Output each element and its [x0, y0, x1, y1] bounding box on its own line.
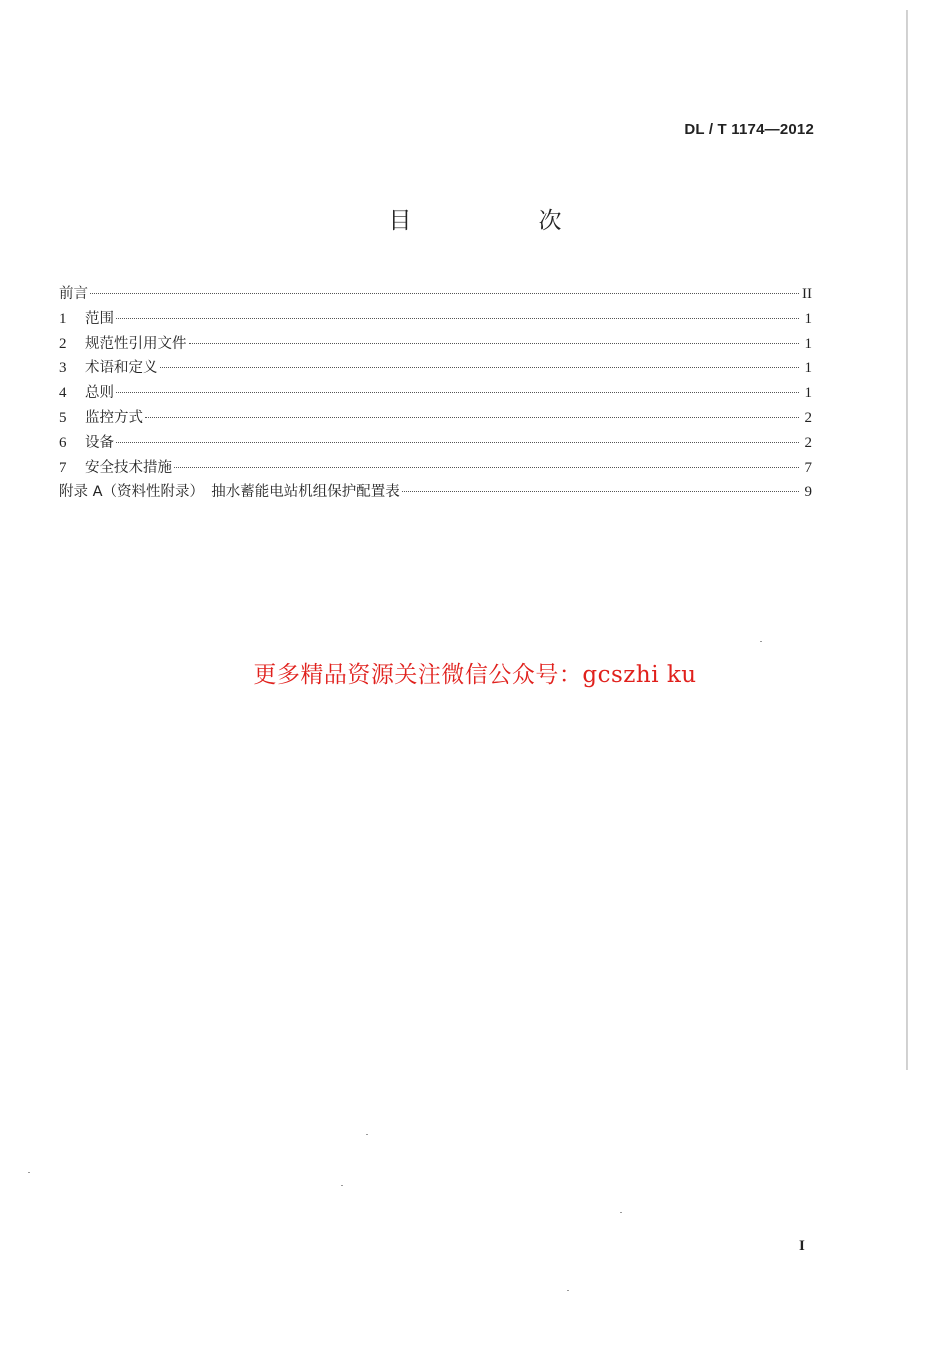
toc-entry-text: 设备 — [85, 434, 114, 451]
standard-code: DL / T 1174—2012 — [684, 121, 814, 138]
toc-title: 目 次 — [388, 208, 614, 234]
toc-entry-safety-measures[interactable] — [59, 456, 812, 481]
toc-entry-page: 1 — [804, 310, 812, 327]
toc-leader-dots — [174, 467, 799, 468]
toc-entry-scope[interactable] — [59, 307, 812, 332]
scan-edge-line — [906, 10, 908, 1070]
toc-entry-appendix-a[interactable] — [59, 480, 812, 505]
scan-speck — [341, 1185, 343, 1186]
toc-entry-page: 2 — [804, 409, 812, 426]
toc-entry-text: 规范性引用文件 — [85, 335, 187, 352]
toc-entry-text: 前言 — [59, 286, 88, 302]
toc-leader-dots — [402, 491, 799, 492]
toc-leader-dots — [160, 367, 800, 368]
toc-entry-page: 1 — [804, 335, 812, 352]
toc-entry-text: 总则 — [85, 385, 114, 402]
toc-entry-text: 术语和定义 — [85, 360, 158, 377]
toc-entry-page: 1 — [804, 385, 812, 402]
scan-speck — [620, 1212, 622, 1213]
toc-entry-text: 附录 A（资料性附录） 抽水蓄能电站机组保护配置表 — [59, 484, 400, 501]
toc-entry-text: 范围 — [85, 310, 114, 327]
scan-speck — [28, 1172, 30, 1173]
toc-entry-text: 安全技术措施 — [85, 459, 172, 476]
page-number: I — [799, 1238, 805, 1254]
toc-entry-number: 4 — [59, 385, 67, 402]
scan-speck — [567, 1290, 569, 1291]
toc-entry-equipment[interactable] — [59, 431, 812, 456]
table-of-contents — [59, 282, 812, 505]
toc-entry-normative-references[interactable] — [59, 332, 812, 357]
toc-entry-number: 2 — [59, 335, 67, 352]
watermark-text: 更多精品资源关注微信公众号：gcszhi ku — [253, 662, 697, 688]
toc-entry-number: 3 — [59, 360, 67, 377]
scan-speck — [760, 641, 762, 642]
toc-entry-page: 7 — [804, 459, 812, 476]
toc-leader-dots — [116, 318, 799, 319]
toc-leader-dots — [189, 343, 800, 344]
toc-entry-number: 6 — [59, 434, 67, 451]
toc-leader-dots — [116, 442, 799, 443]
toc-entry-page: 9 — [804, 484, 812, 501]
toc-entry-page: 1 — [804, 360, 812, 377]
toc-leader-dots — [90, 293, 799, 294]
toc-entry-number: 5 — [59, 409, 67, 426]
toc-entry-general[interactable] — [59, 381, 812, 406]
toc-entry-foreword[interactable] — [59, 282, 812, 307]
toc-leader-dots — [116, 392, 799, 393]
scan-speck — [366, 1134, 368, 1135]
toc-entry-page: 2 — [804, 434, 812, 451]
toc-entry-page: II — [802, 286, 812, 302]
toc-entry-terms-definitions[interactable] — [59, 356, 812, 381]
toc-entry-monitoring-mode[interactable] — [59, 406, 812, 431]
toc-entry-number: 1 — [59, 310, 67, 327]
toc-leader-dots — [145, 417, 799, 418]
toc-entry-number: 7 — [59, 459, 67, 476]
toc-entry-text: 监控方式 — [85, 409, 143, 426]
